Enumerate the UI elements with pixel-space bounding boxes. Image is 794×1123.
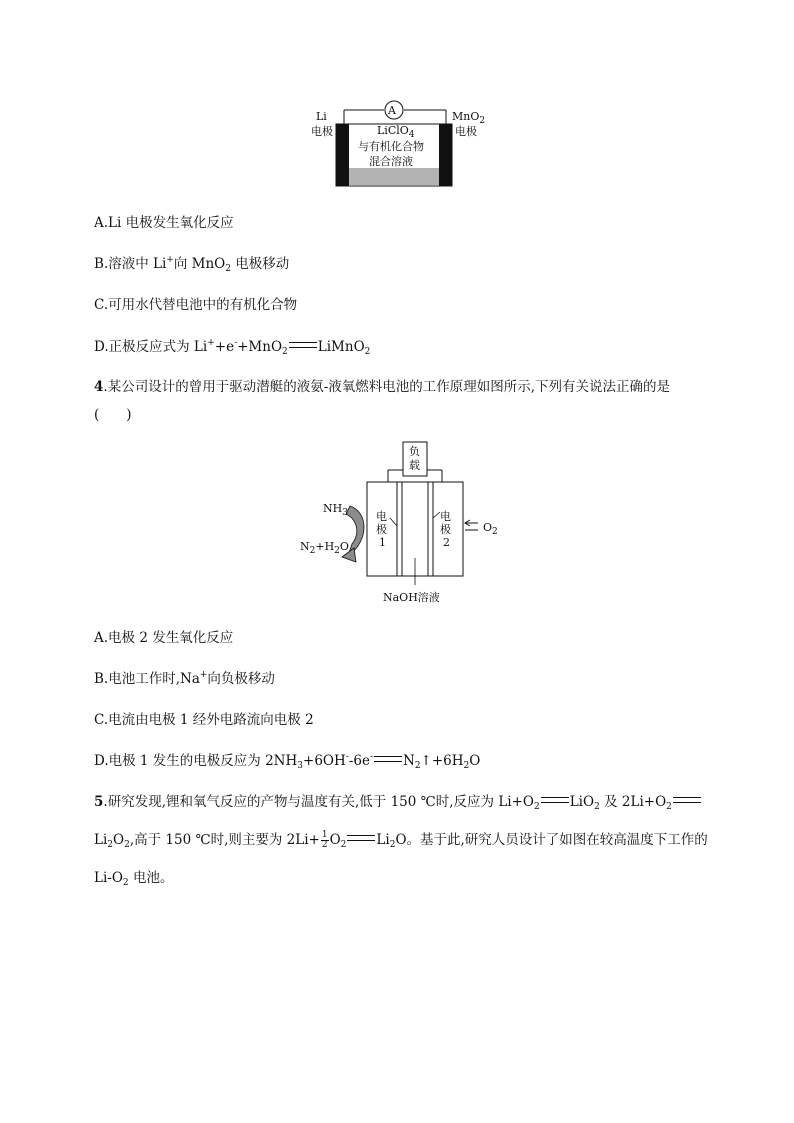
products-label: $N_2+H_2O$ <box>300 540 349 556</box>
electrode-2-number: 2 <box>443 536 450 549</box>
equals-sign <box>347 835 375 841</box>
q4-option-c: C.电流由电极 1 经外电路流向电极 2 <box>94 712 314 728</box>
ammeter-label: A <box>388 104 396 117</box>
q3-option-d: D.正极反应式为 Li++e-+MnO$_2$ LiMnO$_2$ <box>94 338 371 357</box>
q3-option-a: A.Li 电极发生氧化反应 <box>94 215 234 231</box>
electrode-1-number: 1 <box>379 536 386 549</box>
q4-option-a: A.电极 2 发生氧化反应 <box>94 630 234 646</box>
mno2-electrode-label: 电极 <box>455 125 477 138</box>
nh3-label: $NH_3$ <box>323 502 348 518</box>
load-label-2: 载 <box>409 459 420 472</box>
q5-number: 5 <box>94 794 104 810</box>
solution-line-2: 与有机化合物 <box>358 140 424 153</box>
q3-option-b: B.溶液中 Li+向 MnO$_2$ 电极移动 <box>94 255 290 274</box>
o2-label: $O_2$ <box>483 521 498 537</box>
q5-line-1: 5.研究发现,锂和氧气反应的产物与温度有关,低于 150 ℃时,反应为 $Li+O_2$ LiO$_2$ 及 $2Li+O_2$ <box>94 790 702 812</box>
electrode-2-char-1: 电 <box>440 510 451 523</box>
q4-option-b: B.电池工作时,Na+向负极移动 <box>94 670 275 687</box>
li-electrode-label: 电极 <box>311 125 333 138</box>
q4-number: 4 <box>94 379 104 395</box>
mno2-label: MnO$_2$ <box>452 110 486 126</box>
equals-sign <box>374 756 402 762</box>
q4-option-d: D.电极 1 发生的电极反应为 $2NH_3+6OH^--6e^-$ $N_2↑+6H_2O$ <box>94 752 481 771</box>
fraction-one-half: $\frac{1}{2}$ <box>321 830 328 850</box>
solution-line-1: LiClO$_4$ <box>377 124 415 140</box>
q5-line-2: $Li_2O_2$,高于 150 ℃时,则主要为 2Li+ $\frac{1}{2}$ $O_2$ $Li_2O$。基于此,研究人员设计了如图在较高温度下工作的 <box>94 830 708 850</box>
electrode-1-char-2: 极 <box>376 523 387 536</box>
electrode-1-char-1: 电 <box>376 510 387 523</box>
electrode-2-char-2: 极 <box>440 523 451 536</box>
q5-line-3: $Li-O_2$ 电池。 <box>94 870 174 888</box>
li-label: Li <box>316 110 327 123</box>
naoh-label: NaOH溶液 <box>383 591 440 604</box>
q3-option-c: C.可用水代替电池中的有机化合物 <box>94 297 298 313</box>
solution-line-3: 混合溶液 <box>369 155 413 168</box>
equals-sign <box>289 342 317 348</box>
equals-sign <box>541 797 569 803</box>
q4-stem: 4.某公司设计的曾用于驱动潜艇的液氨-液氧燃料电池的工作原理如图所示,下列有关说法正确的是 <box>94 379 671 395</box>
load-label-1: 负 <box>409 445 420 458</box>
equals-sign <box>673 797 701 803</box>
q4-answer-paren: ( ) <box>94 407 132 423</box>
